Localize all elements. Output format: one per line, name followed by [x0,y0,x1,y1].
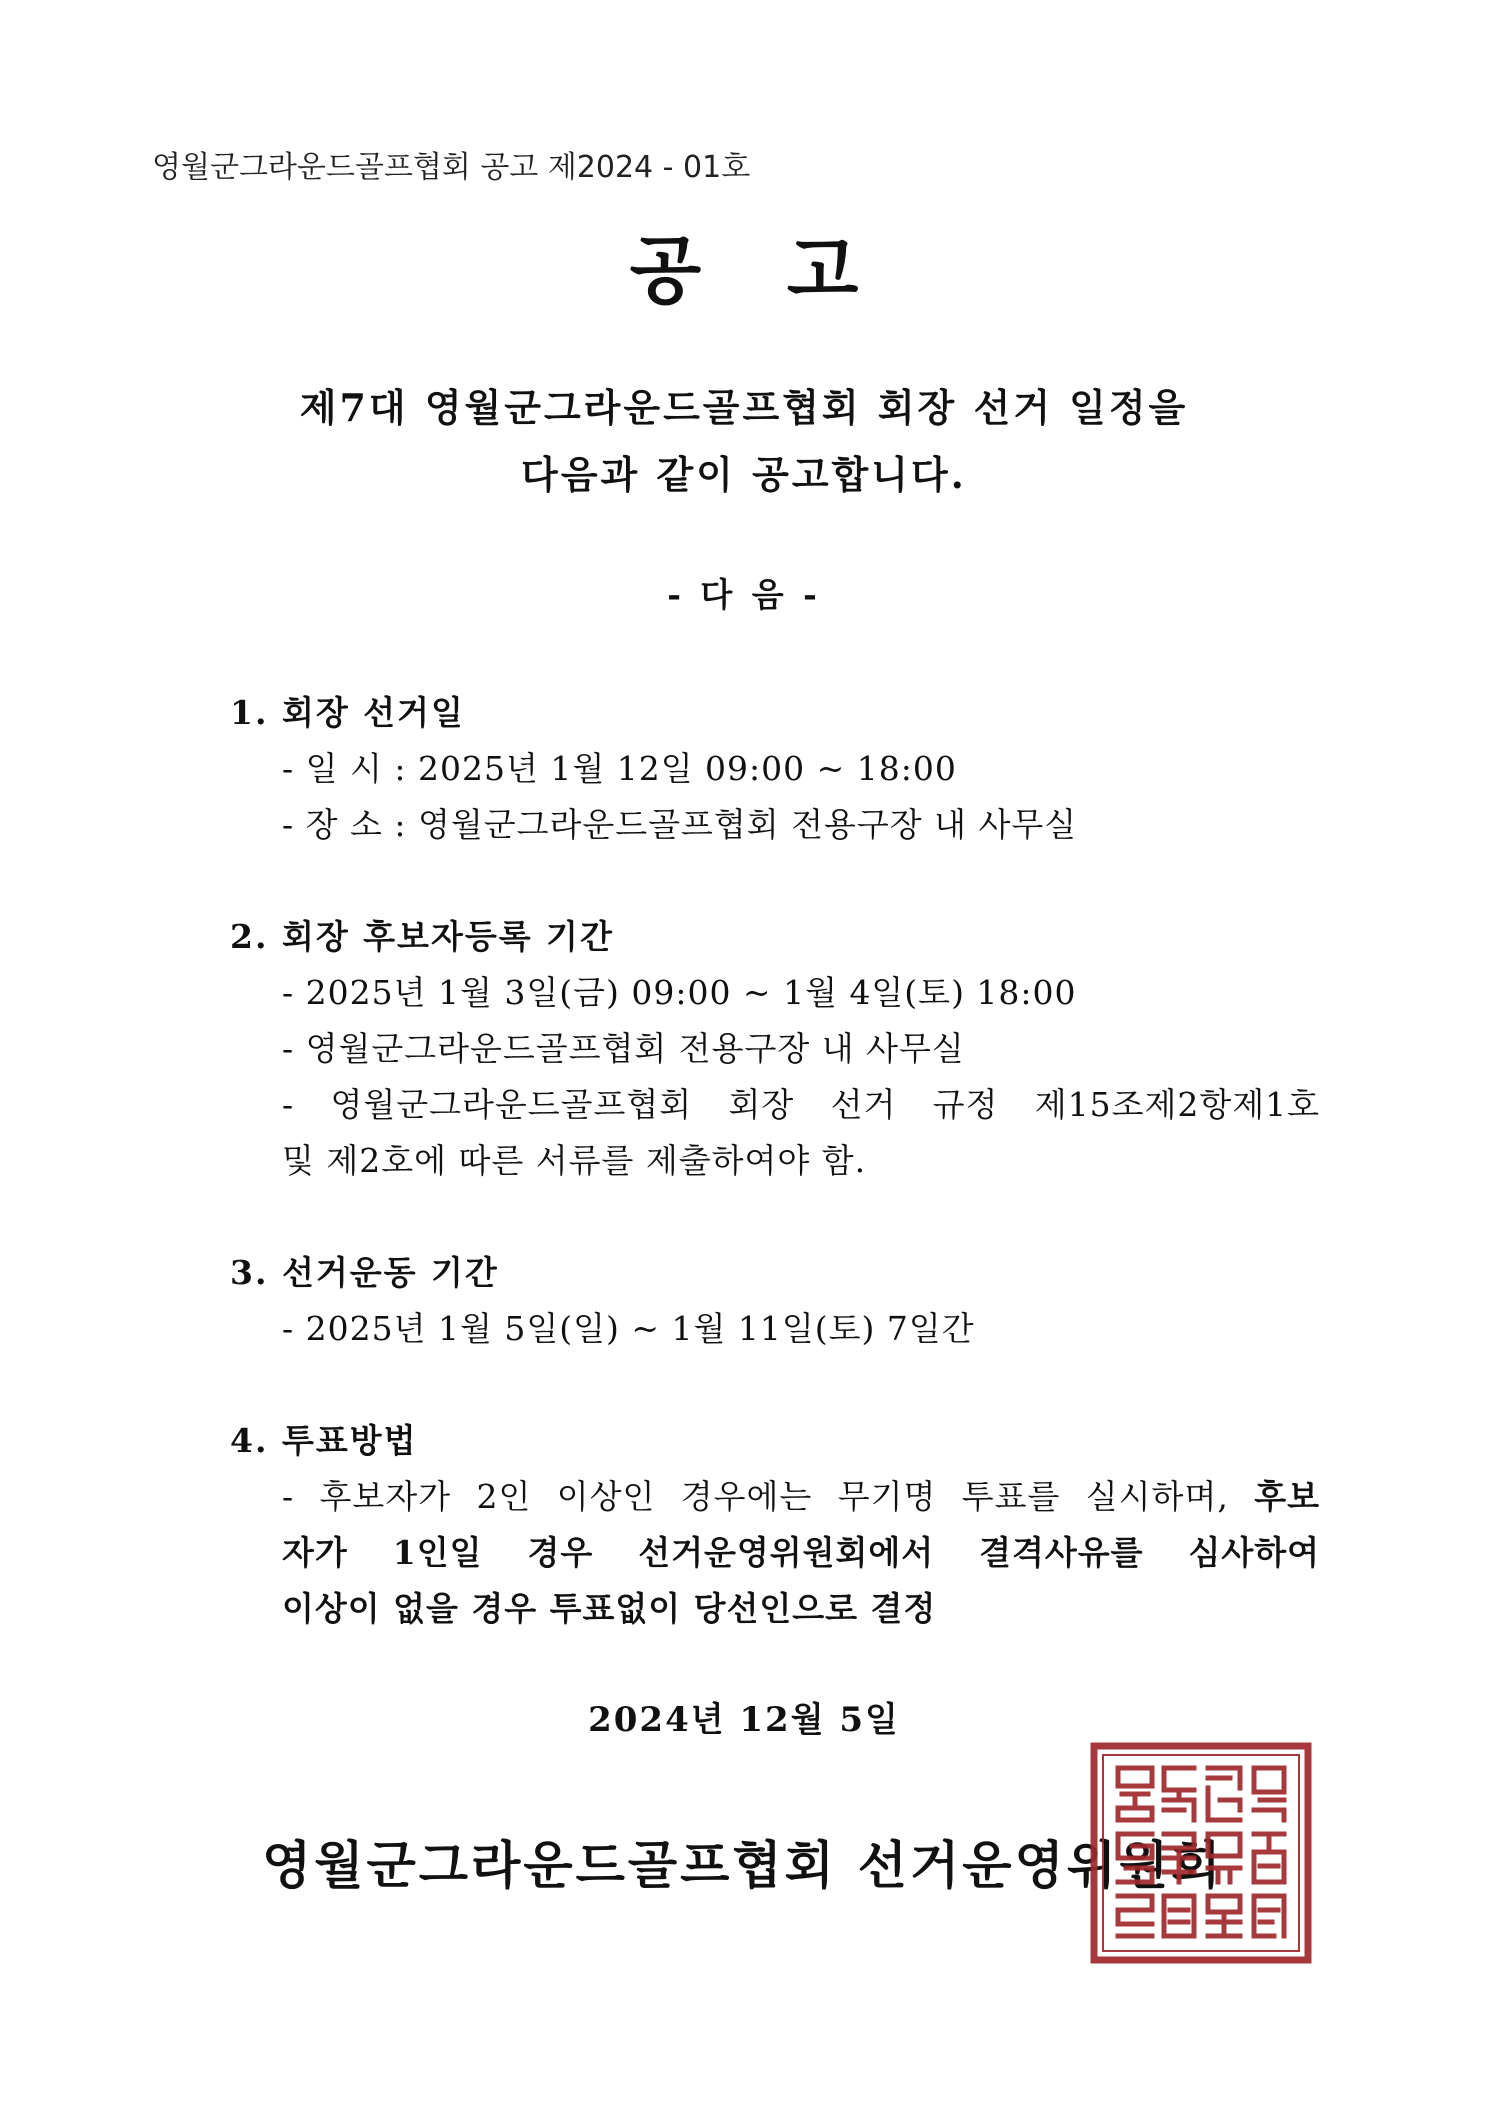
official-seal-stamp-icon [1090,1742,1312,1964]
section-1-line-2: - 장 소 : 영월군그라운드골프협회 전용구장 내 사무실 [282,805,1078,844]
section-2-heading: 2. 회장 후보자등록 기간 [230,917,614,956]
separator-heading: - 다 음 - [667,575,821,614]
section-4-line-2: 자가 1인일 경우 선거운영위원회에서 결격사유를 심사하여 [282,1533,1320,1572]
section-4-line-1-bold: 후보 [1254,1477,1320,1516]
section-2-line-1: - 2025년 1월 3일(금) 09:00 ~ 1월 4일(토) 18:00 [282,973,1077,1012]
section-4-line-1-normal: - 후보자가 2인 이상인 경우에는 무기명 투표를 실시하며, [282,1477,1229,1516]
notice-title: 공 고 [629,228,889,314]
notice-date: 2024년 12월 5일 [588,1700,900,1740]
section-2-line-4: 및 제2호에 따른 서류를 제출하여야 함. [282,1141,867,1180]
section-1-heading: 1. 회장 선거일 [230,693,465,732]
section-3-heading: 3. 선거운동 기간 [230,1253,499,1292]
section-1-line-1: - 일 시 : 2025년 1월 12일 09:00 ~ 18:00 [282,749,957,788]
section-3-line-1: - 2025년 1월 5일(일) ~ 1월 11일(토) 7일간 [282,1309,975,1348]
section-4-line-3: 이상이 없을 경우 투표없이 당선인으로 결정 [282,1589,937,1628]
section-2-line-3: - 영월군그라운드골프협회 회장 선거 규정 제15조제2항제1호 [282,1085,1320,1124]
section-4-line-1 [282,1477,1320,1517]
section-2-line-2: - 영월군그라운드골프협회 전용구장 내 사무실 [282,1029,965,1068]
notice-reference-number: 영월군그라운드골프협회 공고 제2024 - 01호 [152,150,751,185]
intro-line-1: 제7대 영월군그라운드골프협회 회장 선거 일정을 [299,385,1189,430]
section-4-heading: 4. 투표방법 [230,1421,418,1460]
intro-line-2: 다음과 같이 공고합니다. [521,452,967,497]
issuer-name: 영월군그라운드골프협회 선거운영위원회 [262,1836,1224,1896]
